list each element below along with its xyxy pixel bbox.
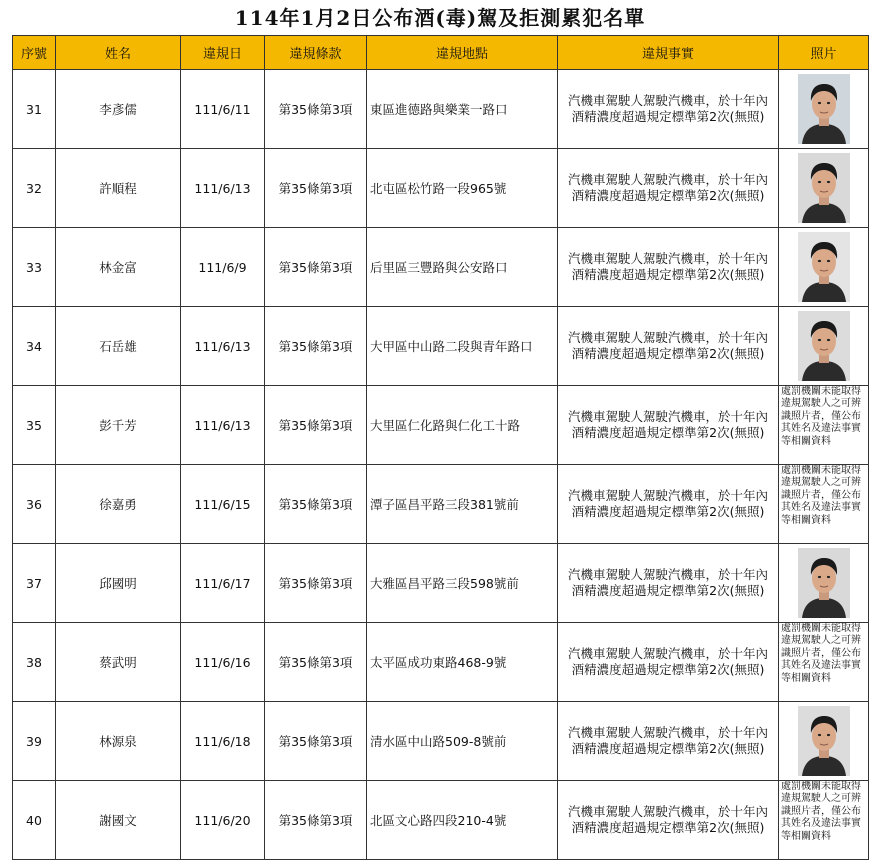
table-row xyxy=(13,149,869,228)
header-clause: 違規條款 xyxy=(265,36,367,70)
cell-name: 許順程 xyxy=(56,149,181,228)
fact-line-1: 汽機車駕駛人駕駛汽機車，於十年內 xyxy=(567,725,768,740)
cell-clause: 第35條第3項 xyxy=(265,307,367,386)
cell-fact xyxy=(558,544,779,623)
fact-line-2: 酒精濃度超過規定標準第2次(無照) xyxy=(571,109,765,124)
cell-clause: 第35條第3項 xyxy=(265,149,367,228)
fact-line-2: 酒精濃度超過規定標準第2次(無照) xyxy=(571,425,765,440)
header-place: 違規地點 xyxy=(367,36,558,70)
portrait-photo-icon xyxy=(798,706,850,776)
cell-fact xyxy=(558,781,779,860)
cell-place: 大雅區昌平路三段598號前 xyxy=(367,544,558,623)
cell-date: 111/6/20 xyxy=(181,781,265,860)
cell-fact xyxy=(558,228,779,307)
fact-line-2: 酒精濃度超過規定標準第2次(無照) xyxy=(571,188,765,203)
table-row xyxy=(13,386,869,465)
fact-line-1: 汽機車駕駛人駕駛汽機車，於十年內 xyxy=(567,804,768,819)
fact-line-2: 酒精濃度超過規定標準第2次(無照) xyxy=(571,267,765,282)
fact-line-1: 汽機車駕駛人駕駛汽機車，於十年內 xyxy=(567,409,768,424)
fact-line-1: 汽機車駕駛人駕駛汽機車，於十年內 xyxy=(567,567,768,582)
header-no: 序號 xyxy=(13,36,56,70)
cell-photo xyxy=(779,149,869,228)
cell-photo xyxy=(779,465,869,544)
cell-name: 彭千芳 xyxy=(56,386,181,465)
cell-photo xyxy=(779,702,869,781)
cell-place: 后里區三豐路與公安路口 xyxy=(367,228,558,307)
cell-photo xyxy=(779,386,869,465)
fact-line-2: 酒精濃度超過規定標準第2次(無照) xyxy=(571,741,765,756)
cell-name: 李彥儒 xyxy=(56,70,181,149)
cell-fact xyxy=(558,307,779,386)
portrait-photo-icon xyxy=(798,74,850,144)
fact-line-2: 酒精濃度超過規定標準第2次(無照) xyxy=(571,504,765,519)
cell-clause: 第35條第3項 xyxy=(265,544,367,623)
no-photo-note: 處罰機關未能取得違規駕駛人之可辨識照片者，僅公布 其姓名及違法事實等相關資料 xyxy=(781,781,861,842)
cell-no: 38 xyxy=(13,623,56,702)
cell-name: 謝國文 xyxy=(56,781,181,860)
cell-date: 111/6/11 xyxy=(181,70,265,149)
portrait-photo-icon xyxy=(798,548,850,618)
cell-date: 111/6/13 xyxy=(181,386,265,465)
fact-line-1: 汽機車駕駛人駕駛汽機車，於十年內 xyxy=(567,93,768,108)
header-photo: 照片 xyxy=(779,36,869,70)
cell-clause: 第35條第3項 xyxy=(265,702,367,781)
header-date: 違規日 xyxy=(181,36,265,70)
header-name: 姓名 xyxy=(56,36,181,70)
table-row xyxy=(13,623,869,702)
header-fact: 違規事實 xyxy=(558,36,779,70)
cell-date: 111/6/13 xyxy=(181,149,265,228)
cell-place: 太平區成功東路468-9號 xyxy=(367,623,558,702)
cell-no: 40 xyxy=(13,781,56,860)
cell-name: 邱國明 xyxy=(56,544,181,623)
cell-clause: 第35條第3項 xyxy=(265,228,367,307)
fact-line-2: 酒精濃度超過規定標準第2次(無照) xyxy=(571,662,765,677)
portrait-photo-icon xyxy=(798,311,850,381)
fact-line-1: 汽機車駕駛人駕駛汽機車，於十年內 xyxy=(567,330,768,345)
cell-place: 潭子區昌平路三段381號前 xyxy=(367,465,558,544)
cell-clause: 第35條第3項 xyxy=(265,781,367,860)
cell-name: 石岳雄 xyxy=(56,307,181,386)
cell-name: 徐嘉勇 xyxy=(56,465,181,544)
cell-place: 東區進德路與樂業一路口 xyxy=(367,70,558,149)
cell-no: 37 xyxy=(13,544,56,623)
cell-clause: 第35條第3項 xyxy=(265,465,367,544)
cell-photo xyxy=(779,781,869,860)
header-row xyxy=(13,36,869,70)
cell-fact xyxy=(558,386,779,465)
cell-name: 林源泉 xyxy=(56,702,181,781)
cell-no: 35 xyxy=(13,386,56,465)
portrait-photo-icon xyxy=(798,232,850,302)
cell-photo xyxy=(779,228,869,307)
table-row xyxy=(13,307,869,386)
table-row xyxy=(13,70,869,149)
no-photo-note: 處罰機關未能取得違規駕駛人之可辨識照片者，僅公布 其姓名及違法事實等相關資料 xyxy=(781,623,861,684)
portrait-photo-icon xyxy=(798,153,850,223)
table-row xyxy=(13,465,869,544)
cell-no: 34 xyxy=(13,307,56,386)
fact-line-2: 酒精濃度超過規定標準第2次(無照) xyxy=(571,583,765,598)
cell-no: 39 xyxy=(13,702,56,781)
cell-place: 清水區中山路509-8號前 xyxy=(367,702,558,781)
cell-place: 北屯區松竹路一段965號 xyxy=(367,149,558,228)
cell-date: 111/6/18 xyxy=(181,702,265,781)
cell-fact xyxy=(558,70,779,149)
cell-photo xyxy=(779,544,869,623)
cell-no: 33 xyxy=(13,228,56,307)
table-row xyxy=(13,544,869,623)
fact-line-1: 汽機車駕駛人駕駛汽機車，於十年內 xyxy=(567,646,768,661)
cell-photo xyxy=(779,307,869,386)
table-row xyxy=(13,702,869,781)
offender-table xyxy=(12,35,869,860)
cell-date: 111/6/15 xyxy=(181,465,265,544)
fact-line-2: 酒精濃度超過規定標準第2次(無照) xyxy=(571,346,765,361)
no-photo-note: 處罰機關未能取得違規駕駛人之可辨識照片者，僅公布 其姓名及違法事實等相關資料 xyxy=(781,465,861,526)
cell-photo xyxy=(779,623,869,702)
table-row xyxy=(13,781,869,860)
page-title: 114年1月2日公布酒(毒)駕及拒測累犯名單 xyxy=(234,6,646,30)
cell-photo xyxy=(779,70,869,149)
cell-no: 32 xyxy=(13,149,56,228)
cell-clause: 第35條第3項 xyxy=(265,623,367,702)
cell-date: 111/6/13 xyxy=(181,307,265,386)
cell-date: 111/6/16 xyxy=(181,623,265,702)
cell-place: 北區文心路四段210-4號 xyxy=(367,781,558,860)
table-row xyxy=(13,228,869,307)
cell-no: 36 xyxy=(13,465,56,544)
cell-fact xyxy=(558,149,779,228)
cell-name: 林金富 xyxy=(56,228,181,307)
cell-clause: 第35條第3項 xyxy=(265,70,367,149)
cell-date: 111/6/17 xyxy=(181,544,265,623)
cell-fact xyxy=(558,465,779,544)
no-photo-note: 處罰機關未能取得違規駕駛人之可辨識照片者，僅公布 其姓名及違法事實等相關資料 xyxy=(781,386,861,447)
fact-line-1: 汽機車駕駛人駕駛汽機車，於十年內 xyxy=(567,488,768,503)
fact-line-1: 汽機車駕駛人駕駛汽機車，於十年內 xyxy=(567,172,768,187)
cell-no: 31 xyxy=(13,70,56,149)
cell-name: 蔡武明 xyxy=(56,623,181,702)
cell-fact xyxy=(558,702,779,781)
fact-line-1: 汽機車駕駛人駕駛汽機車，於十年內 xyxy=(567,251,768,266)
fact-line-2: 酒精濃度超過規定標準第2次(無照) xyxy=(571,820,765,835)
cell-date: 111/6/9 xyxy=(181,228,265,307)
cell-fact xyxy=(558,623,779,702)
cell-clause: 第35條第3項 xyxy=(265,386,367,465)
cell-place: 大甲區中山路二段與青年路口 xyxy=(367,307,558,386)
cell-place: 大里區仁化路與仁化工十路 xyxy=(367,386,558,465)
